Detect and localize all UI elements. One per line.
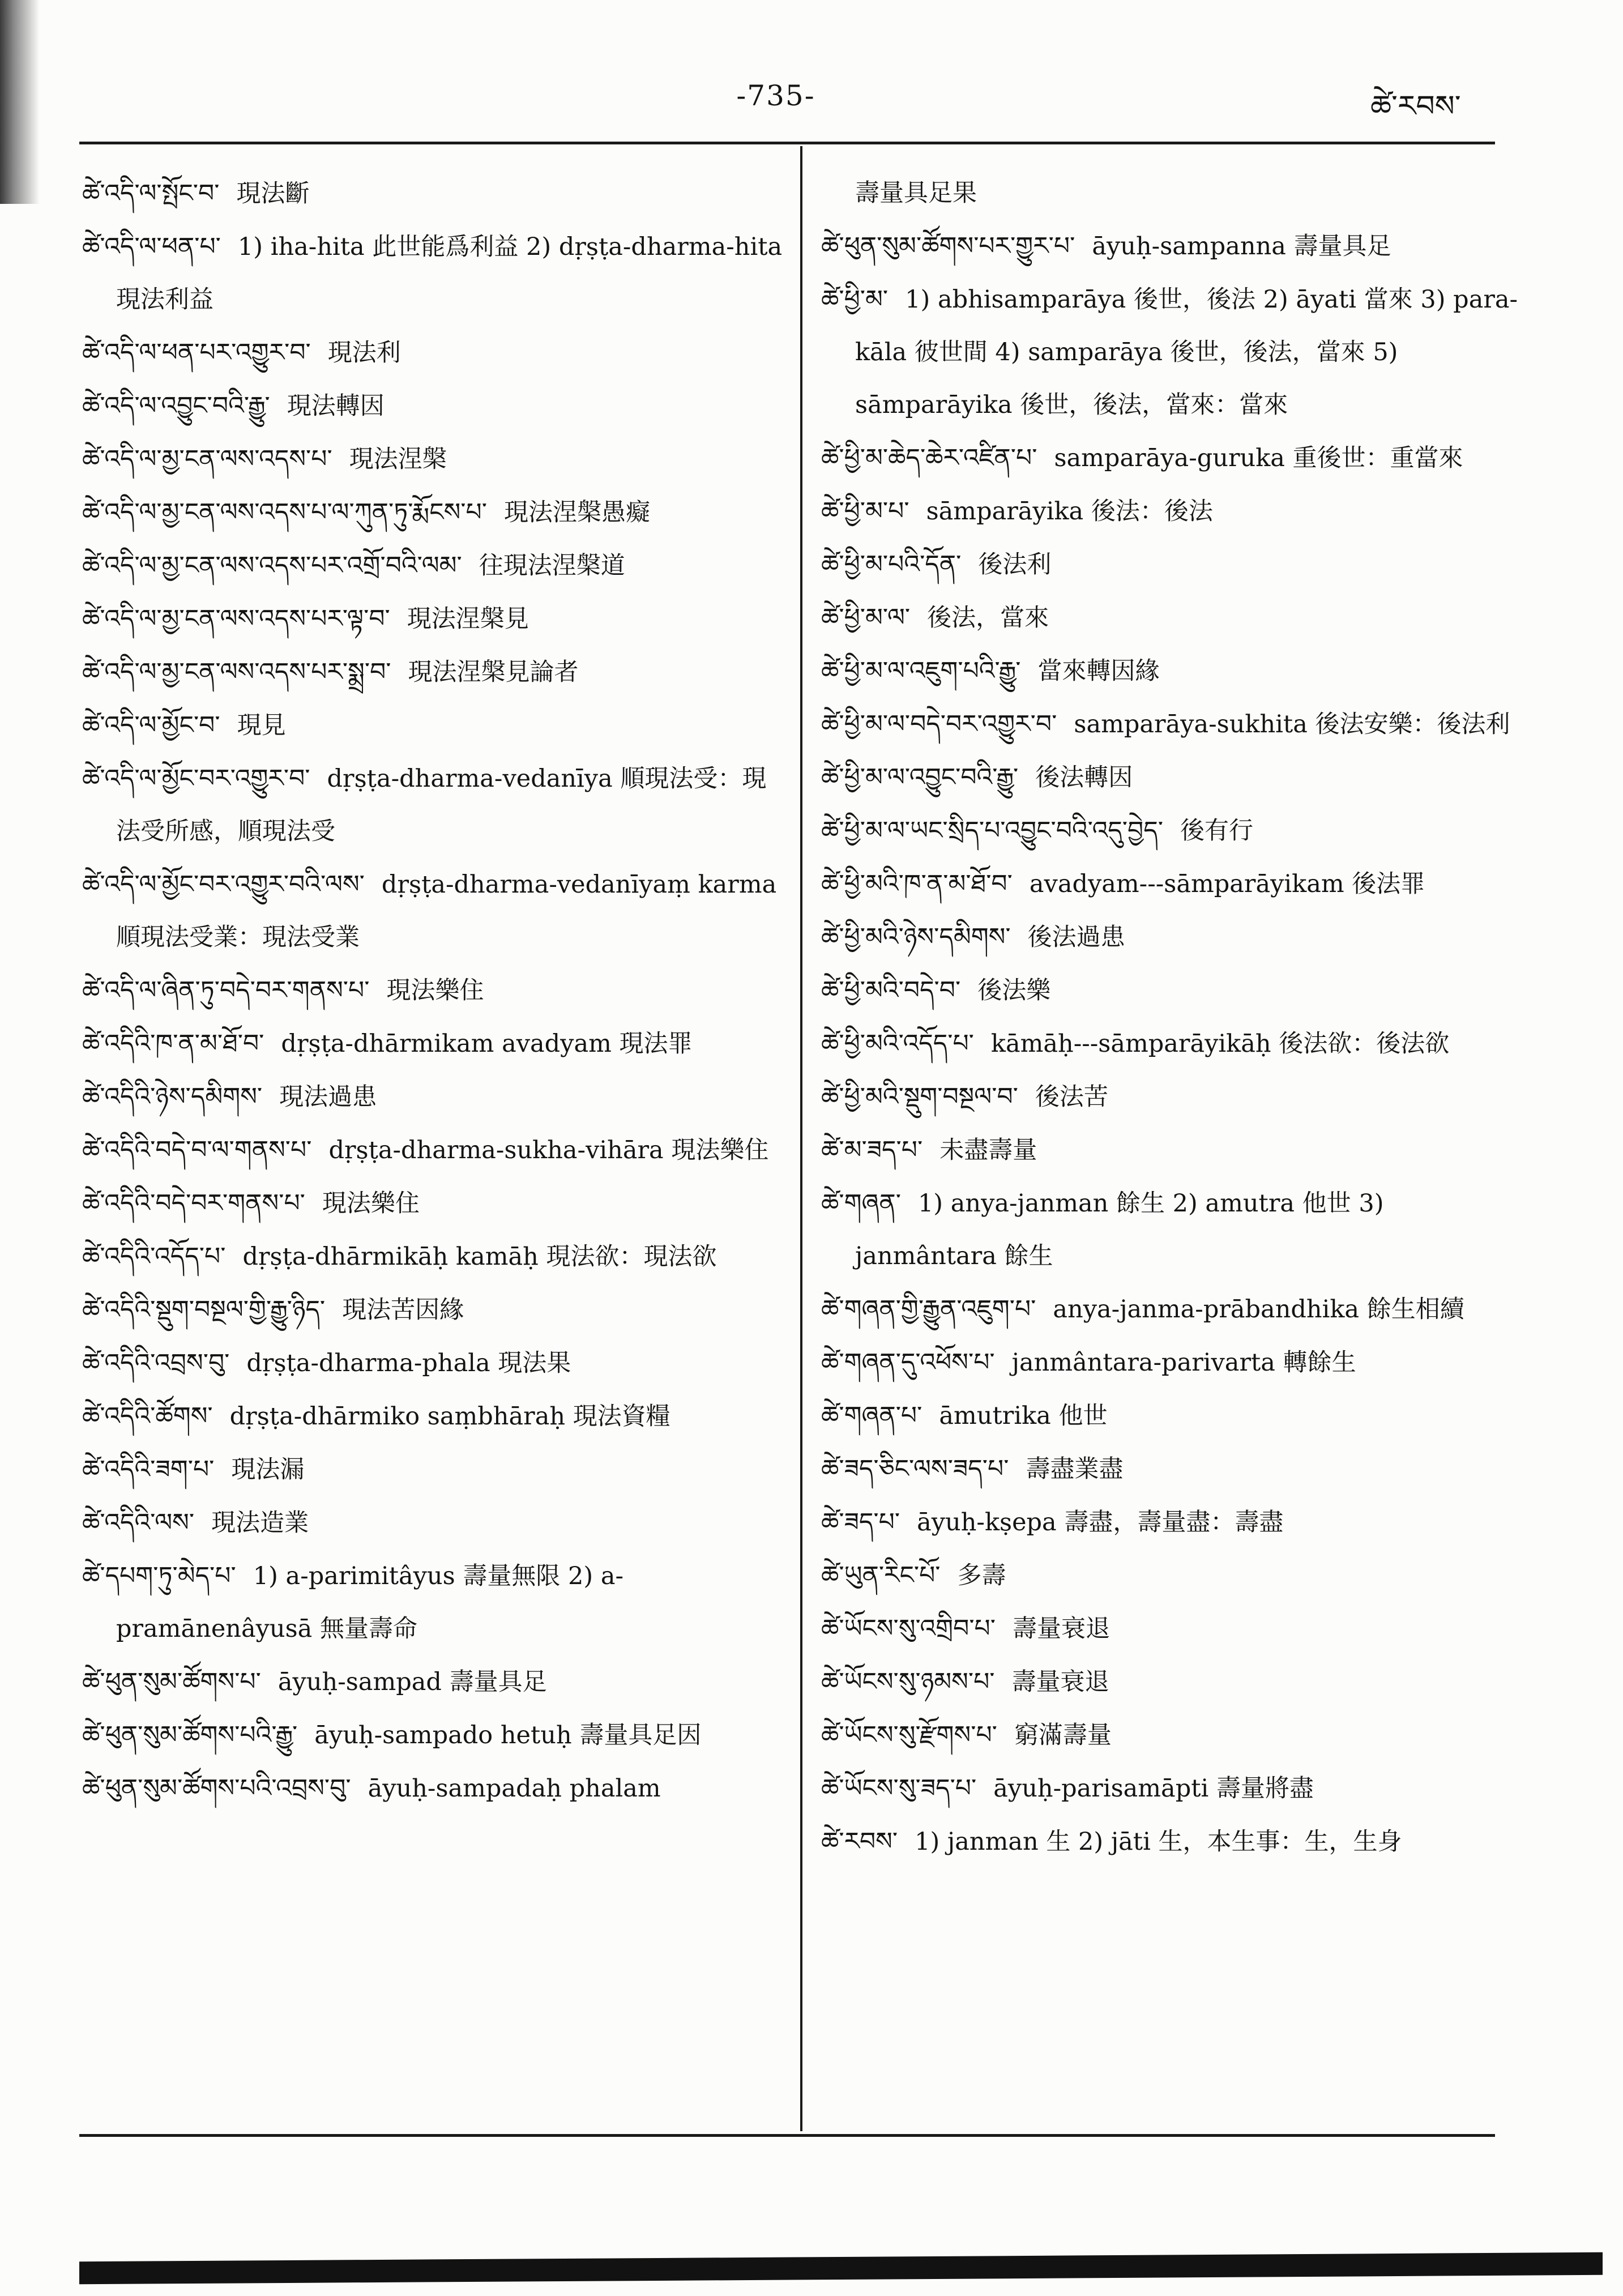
entry-definition: 現法轉因: [287, 392, 385, 420]
dictionary-entry: [821, 1602, 1523, 1655]
tibetan-headword: ཚེ་ཕྱི་མ་ལ་བདེ་བར་འགྱུར་བ་: [821, 710, 1057, 739]
entry-definition: 壽量衰退: [1011, 1668, 1109, 1696]
dictionary-entry: [821, 1283, 1523, 1336]
tibetan-headword: ཚེ་ཕྱི་མ་ལ་འཇུག་པའི་རྒྱུ་: [821, 656, 1021, 685]
dictionary-entry: [821, 167, 1523, 220]
entry-definition: 現法漏: [231, 1456, 305, 1484]
dictionary-entry: [82, 1177, 784, 1230]
dictionary-entry: [821, 1177, 1523, 1283]
entry-definition: 現法苦因緣: [342, 1296, 464, 1324]
entry-definition: 現法涅槃見: [407, 605, 529, 633]
entry-definition: 1) anya-janman 餘生 2) amutra 他世 3) janmântara 餘生: [855, 1189, 1384, 1270]
dictionary-entry: [82, 1283, 784, 1337]
tibetan-headword: ཚེ་གཞན་: [821, 1189, 901, 1218]
entry-definition: āyuḥ-sampado hetuḥ 壽量具足因: [314, 1721, 702, 1749]
header-rule: [79, 142, 1495, 144]
entry-definition: samparāya-guruka 重後世：重當來: [1054, 444, 1463, 472]
tibetan-headword: ཚེ་ཕྱི་མའི་འདོད་པ་: [821, 1029, 974, 1058]
dictionary-entry: [821, 645, 1523, 698]
dictionary-entry: [821, 1124, 1523, 1177]
entry-definition: dṛṣṭa-dharma-sukha-vihāra 現法樂住: [328, 1136, 769, 1164]
tibetan-headword: ཚེ་ཕྱི་མ་ལ་: [821, 603, 911, 632]
dictionary-entry: [82, 858, 784, 964]
dictionary-entry: [821, 964, 1523, 1017]
left-column: [82, 167, 784, 1815]
entry-definition: 現法涅槃愚癡: [503, 498, 650, 527]
dictionary-entry: [82, 964, 784, 1017]
tibetan-headword: ཚེ་ཡོངས་སུ་ཟད་པ་: [821, 1774, 977, 1803]
tibetan-headword: ཚེ་ཕྱི་མ་ཆེད་ཆེར་འཛིན་པ་: [821, 443, 1037, 472]
dictionary-entry: [821, 591, 1523, 645]
dictionary-entry: [821, 273, 1523, 432]
dictionary-entry: [82, 326, 784, 379]
entry-definition: 後法利: [978, 550, 1052, 579]
entry-definition: 現法涅槃見論者: [408, 658, 579, 686]
tibetan-headword: ཚེ་འདི་ལ་སྤོང་བ་: [82, 179, 220, 208]
tibetan-headword: ཚེ་ཕྱི་མ་ལ་འབྱུང་བའི་རྒྱུ་: [821, 763, 1019, 792]
entry-definition: āyuḥ-sampad 壽量具足: [277, 1668, 547, 1696]
tibetan-headword: ཚེ་འདི་ལ་མྱོང་བ་: [82, 711, 220, 740]
entry-definition: 1) a-parimitâyus 壽量無限 2) a-pramānenâyusā 無量壽命: [116, 1562, 623, 1643]
dictionary-entry: [82, 486, 784, 539]
tibetan-headword: ཚེ་འདིའི་བདེ་བ་ལ་གནས་པ་: [82, 1136, 312, 1164]
tibetan-headword: ཚེ་མ་ཟད་པ་: [821, 1136, 923, 1164]
tibetan-headword: ཚེ་འདི་ལ་མྱ་ངན་ལས་འདས་པ་ལ་ཀུན་ཏུ་རྨོངས་པ་: [82, 498, 487, 527]
dictionary-entry: [82, 646, 784, 699]
column-divider: [800, 146, 802, 2131]
dictionary-entry: [821, 220, 1523, 273]
entry-definition: 1) abhisamparāya 後世，後法 2) āyati 當來 3) para-kāla 彼世間 4) samparāya 後世，後法，當來 5) sāmparāyika 後世，後法，當來：當來: [855, 285, 1518, 419]
entry-definition: 後法，當來: [927, 604, 1049, 632]
entry-definition: āyuḥ-sampanna 壽量具足: [1092, 232, 1391, 261]
tibetan-headword: ཚེ་འདིའི་འབྲས་བུ་: [82, 1348, 230, 1377]
dictionary-entry: [821, 911, 1523, 964]
tibetan-headword: ཚེ་འདི་ལ་ཕན་པ་: [82, 232, 221, 261]
dictionary-entry: [821, 804, 1523, 857]
tibetan-headword: ཚེ་ཡུན་རིང་པོ་: [821, 1561, 941, 1590]
entry-definition: āyuḥ-sampadaḥ phalam: [368, 1774, 661, 1803]
dictionary-entry: [82, 752, 784, 858]
tibetan-headword: ཚེ་ཟད་ཅིང་ལས་ཟད་པ་: [821, 1454, 1009, 1483]
entry-definition: 1) janman 生 2) jāti 生，本生事：生，生身: [915, 1828, 1402, 1856]
entry-definition: 未盡壽量: [939, 1136, 1037, 1164]
entry-definition: 往現法涅槃道: [479, 552, 625, 580]
footer-rule: [79, 2134, 1495, 2137]
dictionary-entry: [821, 1815, 1523, 1868]
tibetan-headword: ཚེ་འདིའི་ཟག་པ་: [82, 1455, 215, 1484]
tibetan-headword: ཚེ་ཟད་པ་: [821, 1508, 900, 1537]
dictionary-entry: [821, 1496, 1523, 1549]
tibetan-headword: ཚེ་ཡོངས་སུ་ཉམས་པ་: [821, 1667, 995, 1696]
entry-definition: āyuḥ-parisamāpti 壽量將盡: [993, 1774, 1314, 1803]
dictionary-entry: [82, 1124, 784, 1177]
tibetan-headword: ཚེ་ཕུན་སུམ་ཚོགས་པར་གྱུར་པ་: [821, 232, 1075, 261]
tibetan-headword: ཚེ་འདི་ལ་མྱ་ངན་ལས་འདས་པར་ལྟ་བ་: [82, 604, 390, 633]
entry-definition: 後法苦: [1035, 1083, 1108, 1111]
dictionary-entry: [82, 1230, 784, 1283]
dictionary-entry: [82, 1496, 784, 1550]
entry-definition: 壽量具足果: [855, 179, 977, 207]
tibetan-headword: ཚེ་འདི་ལ་འབྱུང་བའི་རྒྱུ་: [82, 391, 270, 420]
entry-definition: 壽量衰退: [1013, 1615, 1110, 1643]
entry-definition: 現法斷: [236, 180, 310, 208]
tibetan-headword: ཚེ་འདི་ལ་མྱ་ངན་ལས་འདས་པར་འགྲོ་བའི་ལམ་: [82, 551, 462, 580]
entry-definition: kāmāḥ---sāmparāyikāḥ 後法欲：後法欲: [990, 1030, 1450, 1058]
tibetan-headword: ཚེ་འདིའི་ཉེས་དམིགས་: [82, 1082, 263, 1111]
dictionary-entry: [82, 1390, 784, 1443]
entry-definition: 多壽: [957, 1561, 1006, 1590]
tibetan-headword: ཚེ་འདིའི་འདོད་པ་: [82, 1242, 226, 1271]
dictionary-entry: [821, 485, 1523, 538]
dictionary-entry: [82, 1550, 784, 1655]
dictionary-entry: [821, 1070, 1523, 1124]
tibetan-headword: ཚེ་རབས་: [821, 1827, 898, 1856]
dictionary-entry: [821, 1709, 1523, 1762]
dictionary-entry: [82, 220, 784, 326]
tibetan-headword: ཚེ་ཕྱི་མ་པ་: [821, 497, 909, 526]
dictionary-entry: [82, 1709, 784, 1762]
tibetan-headword: ཚེ་འདི་ལ་མྱ་ངན་ལས་འདས་པར་སྨྲ་བ་: [82, 658, 391, 686]
tibetan-headword: ཚེ་ཡོངས་སུ་འགྲིབ་པ་: [821, 1614, 996, 1643]
entry-definition: dṛṣṭa-dharma-phala 現法果: [246, 1349, 571, 1377]
entry-definition: 當來轉因緣: [1037, 657, 1160, 685]
scan-shadow-left: [0, 0, 40, 204]
dictionary-entry: [82, 167, 784, 220]
tibetan-headword: ཚེ་ཕུན་སུམ་ཚོགས་པ་: [82, 1667, 261, 1696]
tibetan-headword: ཚེ་ཕྱི་མ་པའི་དོན་: [821, 550, 962, 579]
entry-definition: 窮滿壽量: [1014, 1721, 1112, 1749]
tibetan-headword: ཚེ་གཞན་དུ་འཕོས་པ་: [821, 1348, 995, 1377]
dictionary-entry: [82, 1017, 784, 1070]
dictionary-entry: [82, 1655, 784, 1709]
tibetan-headword: ཚེ་ཡོངས་སུ་རྫོགས་པ་: [821, 1721, 997, 1749]
entry-definition: avadyam---sāmparāyikam 後法罪: [1029, 870, 1425, 898]
entry-definition: 現法涅槃: [349, 445, 447, 473]
tibetan-headword: ཚེ་གཞན་པ་: [821, 1401, 922, 1430]
tibetan-headword: ཚེ་འདིའི་བདེ་བར་གནས་པ་: [82, 1189, 305, 1218]
page-number: -735-: [736, 79, 815, 112]
entry-definition: anya-janma-prābandhika 餘生相續: [1053, 1295, 1464, 1324]
entry-definition: 後有行: [1180, 817, 1253, 845]
dictionary-entry: [821, 1655, 1523, 1709]
dictionary-entry: [82, 379, 784, 433]
tibetan-headword: ཚེ་འདི་ལ་མྱ་ངན་ལས་འདས་པ་: [82, 445, 332, 473]
entry-definition: 後法轉因: [1035, 763, 1133, 792]
running-head: ཚེ་རབས་: [1370, 89, 1461, 123]
dictionary-entry: [821, 538, 1523, 591]
entry-definition: 壽盡業盡: [1026, 1455, 1124, 1483]
dictionary-entry: [82, 1337, 784, 1390]
dictionary-entry: [821, 1389, 1523, 1443]
dictionary-entry: [821, 1336, 1523, 1389]
entry-definition: 現法利: [327, 339, 401, 367]
tibetan-headword: ཚེ་འདིའི་སྡུག་བསྔལ་གྱི་རྒྱུ་ཉིད་: [82, 1295, 326, 1324]
dictionary-entry: [82, 592, 784, 646]
dictionary-entry: [82, 1070, 784, 1124]
entry-definition: sāmparāyika 後法：後法: [926, 497, 1213, 526]
entry-definition: 1) iha-hita 此世能爲利益 2) dṛṣṭa-dharma-hita 現法利益: [116, 233, 783, 314]
tibetan-headword: ཚེ་ཕྱི་མའི་བདེ་བ་: [821, 976, 961, 1005]
dictionary-entry: [821, 1443, 1523, 1496]
entry-definition: 現見: [237, 711, 286, 740]
entry-definition: 後法樂: [977, 976, 1051, 1005]
entry-definition: dṛṣṭa-dharma-vedanīyaṃ karma 順現法受業：現法受業: [116, 870, 777, 951]
entry-definition: dṛṣṭa-dhārmikāḥ kamāḥ 現法欲：現法欲: [242, 1243, 717, 1271]
entry-definition: āmutrika 他世: [939, 1402, 1108, 1430]
entry-definition: dṛṣṭa-dhārmiko saṃbhāraḥ 現法資糧: [229, 1402, 670, 1431]
dictionary-entry: [82, 1762, 784, 1815]
tibetan-headword: ཚེ་དཔག་ཏུ་མེད་པ་: [82, 1561, 236, 1590]
entry-definition: āyuḥ-kṣepa 壽盡，壽量盡：壽盡: [917, 1508, 1284, 1537]
entry-definition: 現法樂住: [322, 1189, 420, 1218]
tibetan-headword: ཚེ་ཕྱི་མའི་ཉེས་དམིགས་: [821, 923, 1011, 951]
dictionary-entry: [82, 433, 784, 486]
tibetan-headword: ཚེ་ཕྱི་མ་: [821, 285, 889, 314]
dictionary-entry: [821, 1762, 1523, 1815]
dictionary-entry: [82, 1443, 784, 1496]
dictionary-entry: [82, 539, 784, 592]
entry-definition: 後法過患: [1027, 923, 1125, 951]
dictionary-entry: [821, 432, 1523, 485]
tibetan-headword: ཚེ་ཕུན་སུམ་ཚོགས་པའི་རྒྱུ་: [82, 1721, 298, 1749]
tibetan-headword: ཚེ་འདིའི་ཁ་ན་མ་ཐོ་བ་: [82, 1029, 264, 1058]
tibetan-headword: ཚེ་ཕྱི་མའི་ཁ་ན་མ་ཐོ་བ་: [821, 869, 1013, 898]
entry-definition: 現法造業: [211, 1509, 309, 1537]
entry-definition: 現法樂住: [386, 976, 484, 1005]
scan-shadow-bottom: [79, 2252, 1603, 2284]
entry-definition: dṛṣṭa-dhārmikam avadyam 現法罪: [281, 1030, 693, 1058]
dictionary-entry: [821, 1017, 1523, 1070]
tibetan-headword: ཚེ་ཕྱི་མའི་སྡུག་བསྔལ་བ་: [821, 1082, 1018, 1111]
dictionary-entry: [821, 751, 1523, 804]
entry-definition: dṛṣṭa-dharma-vedanīya 順現法受：現法受所感，順現法受: [116, 765, 767, 846]
tibetan-headword: ཚེ་འདི་ལ་ཞིན་ཏུ་བདེ་བར་གནས་པ་: [82, 976, 370, 1005]
tibetan-headword: ཚེ་འདི་ལ་ཕན་པར་འགྱུར་བ་: [82, 338, 311, 367]
right-column: [821, 167, 1523, 1868]
tibetan-headword: ཚེ་ཕྱི་མ་ལ་ཡང་སྲིད་པ་འབྱུང་བའི་འདུ་བྱེད་: [821, 816, 1163, 845]
dictionary-entry: [821, 857, 1523, 911]
entry-definition: 現法過患: [279, 1083, 377, 1111]
entry-definition: janmântara-parivarta 轉餘生: [1011, 1348, 1356, 1377]
entry-definition: samparāya-sukhita 後法安樂：後法利: [1074, 710, 1510, 739]
tibetan-headword: ཚེ་གཞན་གྱི་རྒྱུན་འཇུག་པ་: [821, 1295, 1036, 1324]
dictionary-entry: [821, 698, 1523, 751]
tibetan-headword: ཚེ་འདིའི་ལས་: [82, 1508, 195, 1537]
tibetan-headword: ཚེ་འདིའི་ཚོགས་: [82, 1402, 213, 1431]
tibetan-headword: ཚེ་འདི་ལ་མྱོང་བར་འགྱུར་བའི་ལས་: [82, 870, 365, 899]
tibetan-headword: ཚེ་ཕུན་སུམ་ཚོགས་པའི་འབྲས་བུ་: [82, 1774, 351, 1803]
dictionary-entry: [82, 699, 784, 752]
dictionary-entry: [821, 1549, 1523, 1602]
tibetan-headword: ཚེ་འདི་ལ་མྱོང་བར་འགྱུར་བ་: [82, 764, 310, 793]
